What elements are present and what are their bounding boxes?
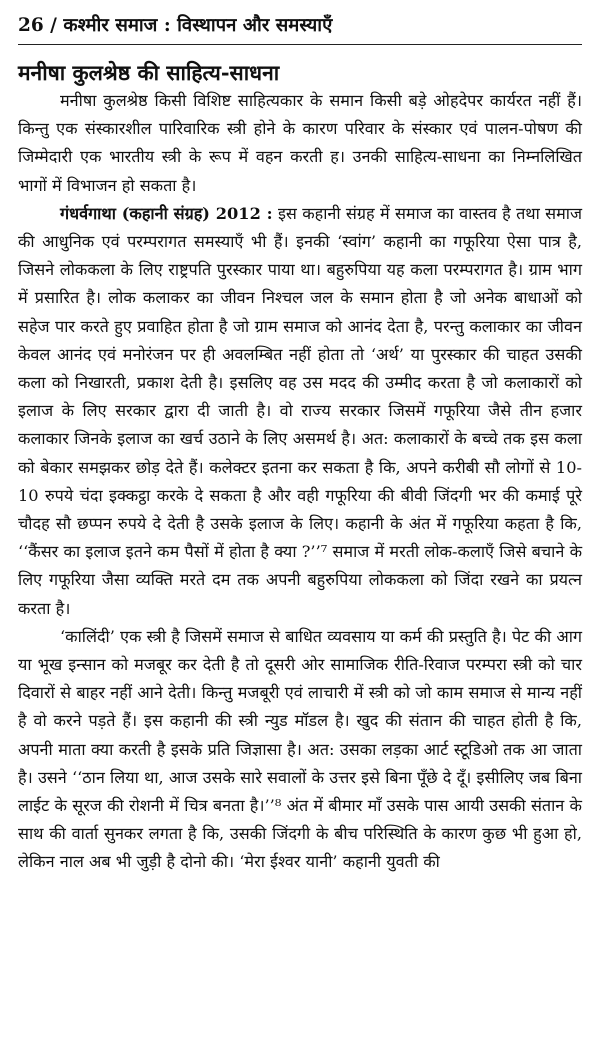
body-text [18,87,582,877]
paragraph-gandharvagatha [18,200,582,623]
paragraph-lead: गंधर्वगाथा (कहानी संग्रह) 2012 : [60,203,273,223]
paragraph-text: इस कहानी संग्रह में समाज का वास्तव है तथा समाज की आधुनिक एवं परम्परागत समस्याएँ भी हैं। इनकी ‘स्वांग’ कहानी का गफूरिया ऐसा पात्र है, जिसने लोककला के लिए राष्ट्रपति पुरस्कार पाया था। बहुरुपिया यह कला परम्परागत है। ग्राम भाग में प्रसारित है। लोक कलाकर का जीवन निश्चल जल के समान होता है जो अनेक बाधाओं को सहेज पार करते हुए प्रवाहित होता है जो ग्राम समाज को आनंद देता है, परन्तु कलाकार का जीवन केवल आनंद एवं मनोरंजन पर ही अवलम्बित नहीं होता तो ‘अर्थ’ या पुरस्कार की चाहत उसकी कला को निखारती, प्रकाश देती है। इसलिए वह उस मदद की उम्मीद करता है जो कलाकारों को इलाज के लिए सरकार द्वारा दी जाती है। वो राज्य सरकार जिसमें गफूरिया जैसे तीन हजार कलाकार जिनके इलाज का खर्च उठाने के लिए असमर्थ है। अत: कलाकारों के बच्चे तक इस कला को बेकार समझकर छोड़ देते हैं। कलेक्टर इतना कर सकता है कि, अपने करीबी सौ लोगों से 10-10 रुपये चंदा इक्कट्ठा करके दे सकता है और वही गफूरिया की बीवी जिंदगी भर की कमाई पूरे चौदह सौ छप्पन रुपये दे देती है उसके इलाज के लिए। कहानी के अंत में गफूरिया कहता है कि, ‘‘कैंसर का इलाज इतने कम पैसों में होता है क्या ?’’⁷ समाज में मरती लोक-कलाएँ जिसे बचाने के लिए गफूरिया जैसा व्यक्ति मरते दम तक अपनी बहुरुपिया लोककला को जिंदा रखने का प्रयत्न करता है। [18,203,582,618]
section-title: मनीषा कुलश्रेष्ठ की साहित्य-साधना [18,60,280,85]
running-head: 26 / कश्मीर समाज : विस्थापन और समस्याएँ [18,14,582,45]
paragraph-text: मनीषा कुलश्रेष्ठ किसी विशिष्ट साहित्यकार के समान किसी बड़े ओहदेपर कार्यरत नहीं हैं। किन्तु एक संस्कारशील पारिवारिक स्त्री होने के कारण परिवार के संस्कार एवं पालन-पोषण की जिम्मेदारी एक भारतीय स्त्री के रूप में वहन करती ह। उनकी साहित्य-साधना का निम्नलिखित भागों में विभाजन हो सकता है। [18,91,582,195]
paragraph-intro [18,87,582,200]
paragraph-text: ‘कालिंदी’ एक स्त्री है जिसमें समाज से बाधित व्यवसाय या कर्म की प्रस्तुति है। पेट की आग या भूख इन्सान को मजबूर कर देती है तो दूसरी ओर सामाजिक रीति-रिवाज परम्परा स्त्री को चार दिवारों से बाहर नहीं आने देती। किन्तु मजबूरी एवं लाचारी में स्त्री को जो काम समाज से मान्य नहीं है वो करने पड़ते हैं। इस कहानी की स्त्री न्युड मॉडल है। खुद की संतान की चाहत होती है कि, अपनी माता क्या करती है इसके प्रति जिज्ञासा है। अत: उसका लड़का आर्ट स्टूडिओ तक आ जाता है। उसने ‘‘ठान लिया था, आज उसके सारे सवालों के उत्तर इसे बिना पूँछे दे दूँ। इसीलिए जब बिना लाईट के सूरज की रोशनी में चित्र बनता है।’’⁸ अंत में बीमार माँ उसके पास आयी उसकी संतान के साथ की वार्ता सुनकर लगता है कि, उसकी जिंदगी के बीच परिस्थिति के कारण कुछ भी हुआ हो, लेकिन नाल अब भी जुड़ी है दोनो की। ‘मेरा ईश्वर यानी’ कहानी युवती की [18,626,582,872]
paragraph-kalindi [18,623,582,877]
